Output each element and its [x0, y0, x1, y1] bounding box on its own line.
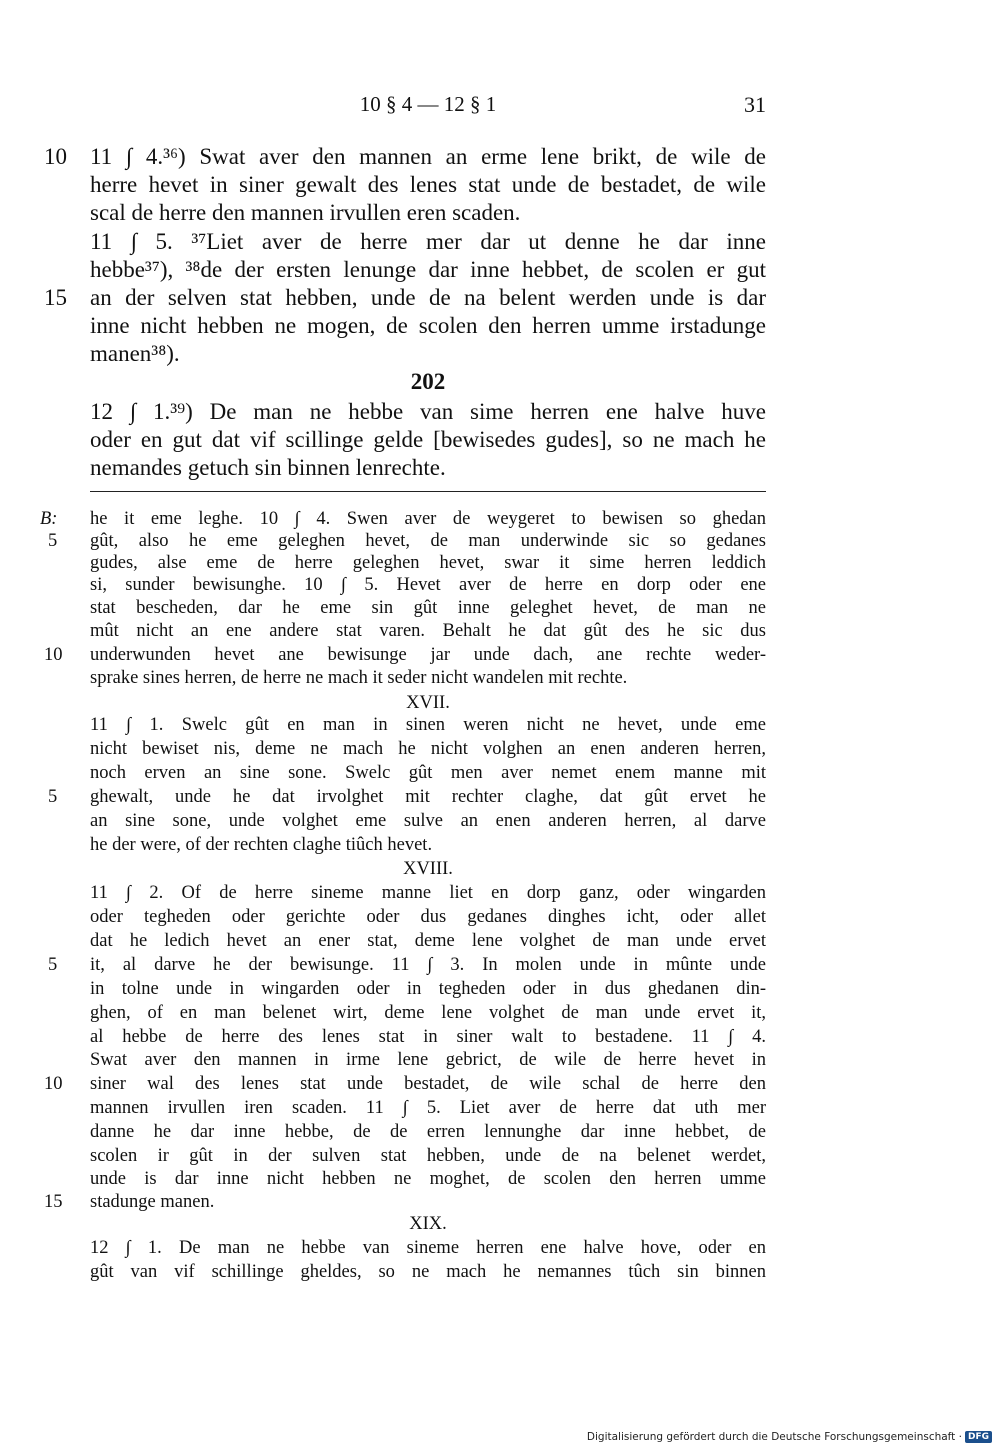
siglum: B: — [40, 509, 58, 529]
text-line: siner wal des lenes stat unde bestadet, de wile schal de herre den — [90, 1074, 766, 1094]
section-number: 202 — [410, 369, 446, 394]
text-line: herre hevet in siner gewalt des lenes stat unde de bestadet, de wile — [90, 172, 766, 197]
text-line: nicht bewiset nis, deme ne mach he nicht volghen an enen anderen herren, — [90, 739, 766, 759]
text-line: he der were, of der rechten claghe tiûch hevet. — [90, 835, 433, 855]
text-line: it, al darve he der bewisunge. 11 ∫ 3. In molen unde in mûnte unde — [90, 955, 766, 975]
text-line: stadunge manen. — [90, 1192, 215, 1212]
text-line: 11 ∫ 2. Of de herre sineme manne liet en dorp ganz, oder wingarden — [90, 883, 766, 903]
line-number: 15 — [44, 285, 67, 310]
text-line: he it eme leghe. 10 ∫ 4. Swen aver de weygeret to bewisen so ghedan — [90, 509, 766, 529]
divider — [90, 491, 766, 492]
text-line: inne nicht hebben ne mogen, de scolen den herren umme irstadunge — [90, 313, 766, 338]
text-line: gût, also he eme geleghen hevet, de man underwinde sic so gedanes — [90, 531, 766, 551]
text-line: underwunden hevet ane bewisunge jar unde dach, ane rechte weder- — [90, 645, 766, 665]
text-line: gût van vif schillinge gheldes, so ne mach he nemannes tûch sin binnen — [90, 1262, 766, 1282]
text-line: an der selven stat hebben, unde de na belent werden unde is dar — [90, 285, 766, 310]
page-number: 31 — [744, 92, 766, 117]
footer-text: Digitalisierung gefördert durch die Deutsche Forschungsgemeinschaft · — [586, 1431, 962, 1443]
section-heading: XIX. — [409, 1214, 447, 1234]
dfg-logo: DFG — [965, 1431, 992, 1443]
text-line: an sine sone, unde volghet eme sulve an enen anderen herren, al darve — [90, 811, 766, 831]
text-line: ghen, of en man belenet wirt, deme lene volghet de man unde ervet it, — [90, 1003, 766, 1023]
line-number: 5 — [48, 531, 58, 551]
line-number: 15 — [44, 1192, 63, 1212]
text-line: 11 ∫ 5. ³⁷Liet aver de herre mer dar ut denne he dar inne — [90, 229, 766, 254]
line-number: 5 — [48, 955, 58, 975]
text-line: in tolne unde in wingarden oder in tegheden oder in dus ghedanen din- — [90, 979, 766, 999]
text-line: dat he ledich hevet an ener stat, deme lene volghet de man unde ervet — [90, 931, 766, 951]
dfg-footer — [587, 1431, 992, 1443]
section-heading: XVII. — [406, 693, 450, 713]
text-line: stat bescheden, dar he eme sin gût inne geleghet hevet, de man ne — [90, 598, 766, 618]
text-line: Swat aver den mannen in irme lene gebrict, de wile de herre hevet in — [90, 1050, 766, 1070]
text-line: ghewalt, unde he dat irvolghet mit rechter claghe, dat gût ervet he — [90, 787, 766, 807]
text-line: scolen ir gût in der sulven stat hebben, unde de na belenet werdet, — [90, 1146, 766, 1166]
text-line: 11 ∫ 1. Swelc gût en man in sinen weren nicht ne hevet, unde eme — [90, 715, 766, 735]
line-number: 5 — [48, 787, 58, 807]
text-line: 12 ∫ 1.³⁹) De man ne hebbe van sime herren ene halve huve — [90, 399, 766, 424]
text-line: sprake sines herren, de herre ne mach it seder nicht wandelen mit rechte. — [90, 668, 628, 688]
text-line: 12 ∫ 1. De man ne hebbe van sineme herren ene halve hove, oder en — [90, 1238, 766, 1258]
text-line: noch erven an sine sone. Swelc gût men aver nemet enem manne mit — [90, 763, 766, 783]
text-line: danne he dar inne hebbe, de de erren lennunghe dar inne hebbet, de — [90, 1122, 766, 1142]
text-line: al hebbe de herre des lenes stat in siner walt to bestadene. 11 ∫ 4. — [90, 1027, 766, 1047]
text-line: 11 ∫ 4.³⁶) Swat aver den mannen an erme lene brikt, de wile de — [90, 144, 766, 169]
text-line: mannen irvullen iren scaden. 11 ∫ 5. Liet aver de herre dat uth mer — [90, 1098, 766, 1118]
text-line: si, sunder bewisunghe. 10 ∫ 5. Hevet aver de herre en dorp oder ene — [90, 575, 766, 595]
text-line: scal de herre den mannen irvullen eren scaden. — [90, 200, 521, 225]
line-number: 10 — [44, 1074, 63, 1094]
line-number: 10 — [44, 645, 63, 665]
text-line: oder en gut dat vif scillinge gelde [bewisedes gudes], so ne mach he — [90, 427, 766, 452]
running-title: 10 § 4 — 12 § 1 — [359, 92, 497, 116]
text-line: mût nicht an ene andere stat varen. Behalt he dat gût des he sic dus — [90, 621, 766, 641]
line-number: 10 — [44, 144, 67, 169]
text-line: unde is dar inne nicht hebben ne moghet, de scolen den herren umme — [90, 1169, 766, 1189]
text-line: nemandes getuch sin binnen lenrechte. — [90, 455, 446, 480]
text-line: gudes, alse eme de herre geleghen hevet, swar it sime herren leddich — [90, 553, 766, 573]
section-heading: XVIII. — [403, 859, 453, 879]
text-line: manen³⁸). — [90, 341, 180, 366]
text-line: hebbe³⁷), ³⁸de der ersten lenunge dar inne hebbet, de scolen er gut — [90, 257, 766, 282]
text-line: oder tegheden oder gerichte oder dus gedanes dinghes icht, oder allet — [90, 907, 766, 927]
